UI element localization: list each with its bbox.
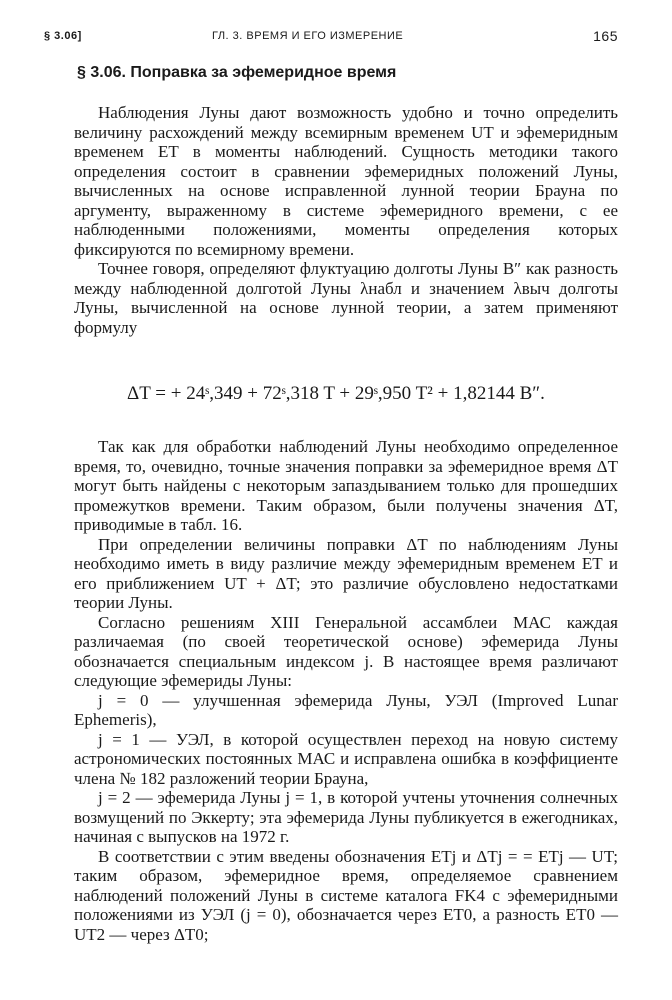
body-text-top [74, 103, 618, 337]
paragraph: Так как для обработки наблюдений Луны необходимо определенное время, то, очевидно, точные значения поправки за эфемеридное время ΔT могут быть найдены с некоторым запаздыванием только для прошедших промежутков времени. Таким образом, были получены значения ΔT, приводимые в табл. 16. [74, 437, 618, 534]
paragraph: Точнее говоря, определяют флуктуацию долготы Луны B″ как разность между наблюденной долготой Луны λнабл и значением λвыч долготы Луны, вычисленной на основе лунной теории, а затем применяют формулу [74, 259, 618, 337]
running-header [44, 28, 618, 48]
list-item-ephemeris-2: j = 2 — эфемерида Луны j = 1, в которой учтены уточнения солнечных возмущений по Эккерту; эта эфемерида Луны публикуется в ежегодниках, начиная с выпусков на 1972 г. [74, 788, 618, 846]
paragraph: При определении величины поправки ΔT по наблюдениям Луны необходимо иметь в виду различие между эфемеридным временем ET и его приближением UT + ΔT; это различие обусловлено недостатками теории Луны. [74, 534, 618, 612]
paragraph: Согласно решениям XIII Генеральной ассамблеи МАС каждая различаемая (по своей теоретической основе) эфемерида Луны обозначается специальным индексом j. В настоящее время различают следующие эфемериды Луны: [74, 612, 618, 690]
header-chapter-title: ГЛ. 3. ВРЕМЯ И ЕГО ИЗМЕРЕНИЕ [212, 30, 404, 42]
body-text-bottom [74, 437, 618, 944]
paragraph: Наблюдения Луны дают возможность удобно и точно определить величину расхождений между всемирным временем UT и эфемеридным временем ET в моменты наблюдений. Сущность методики такого определения состоит в сравнении эфемеридных положений Луны, вычисленных на основе исправленной лунной теории Брауна по аргументу, выраженному в системе эфемеридного времени, с ее наблюденными положениями, моменты определения которых фиксируются по всемирному времени. [74, 103, 618, 259]
equation: ΔT = + 24ˢ,349 + 72ˢ,318 T + 29ˢ,950 T² + 1,82144 B″. [127, 383, 545, 404]
header-section-ref: § 3.06] [44, 30, 82, 42]
list-item-ephemeris-1: j = 1 — УЭЛ, в которой осуществлен переход на новую систему астрономических постоянных МАС и исправлена ошибка в коэффициенте члена № 182 разложений теории Брауна, [74, 729, 618, 788]
list-item-ephemeris-0: j = 0 — улучшенная эфемерида Луны, УЭЛ (Improved Lunar Ephemeris), [74, 690, 618, 729]
section-title: § 3.06. Поправка за эфемеридное время [77, 64, 397, 81]
page-number: 165 [593, 28, 618, 44]
paragraph: В соответствии с этим введены обозначения ETj и ΔTj = = ETj — UT; таким образом, эфемеридное время, определяемое сравнением наблюдений положений Луны в системе каталога FK4 с эфемеридными положениями из УЭЛ (j = 0), обозначается через ET0, а разность ET0 — UT2 — через ΔT0; [74, 846, 618, 944]
